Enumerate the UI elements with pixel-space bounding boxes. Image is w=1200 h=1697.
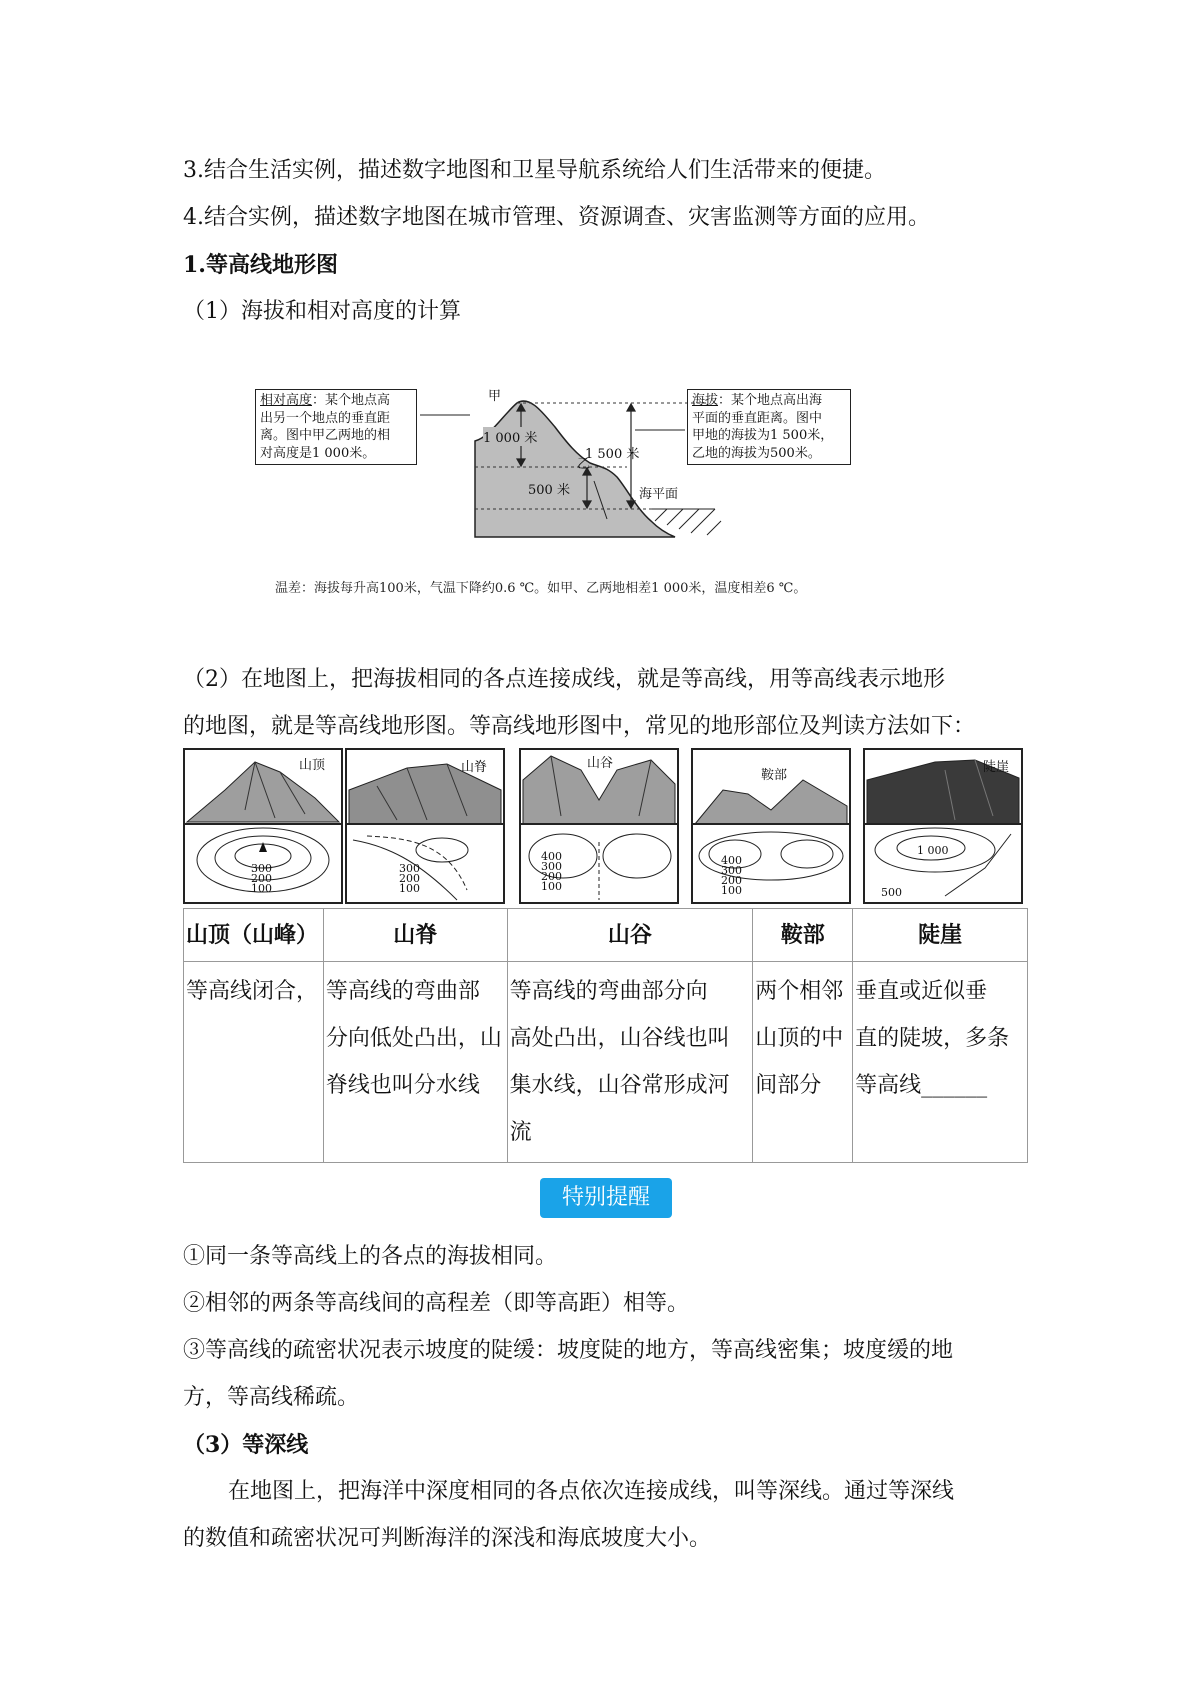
terrain-picture-ridge	[345, 748, 505, 904]
valley-contour-values: 400 300 200 100	[541, 850, 562, 893]
peak-contour-values: 300 200 100	[251, 862, 272, 895]
peak-label-jia: 甲	[488, 389, 502, 404]
header-peak: 山顶（山峰）	[184, 909, 324, 962]
altitude-text: 平面的垂直距离。图中	[692, 410, 823, 426]
relative-height-text: 出另一个地点的垂直距	[260, 410, 391, 426]
mountain-profile	[475, 401, 675, 537]
subheading-isobath: （3）等深线	[183, 1432, 309, 1458]
altitude-text: 甲地的海拔为1 500米，	[692, 428, 834, 443]
contour-definition-line-2: 的地图，就是等高线地形图。等高线地形图中，常见的地形部位及判读方法如下：	[183, 714, 976, 739]
terrain-label-peak: 山顶	[299, 758, 326, 773]
cell-saddle: 两个相邻 山顶的中 间部分	[753, 962, 853, 1163]
cliff-contour-500: 500	[881, 886, 902, 899]
relative-height-title: 相对高度	[260, 393, 313, 408]
reminder-item: 方，等高线稀疏。	[183, 1385, 360, 1410]
subheading-altitude-calc: （1）海拔和相对高度的计算	[183, 299, 461, 324]
altitude-text: ：某个地点高出海	[718, 393, 823, 408]
table-header-row	[184, 909, 1028, 962]
point-label-yi: 乙	[577, 457, 591, 472]
header-saddle: 鞍部	[753, 909, 853, 962]
terrain-picture-peak	[183, 748, 343, 904]
terrain-label-valley: 山谷	[587, 756, 614, 771]
saddle-contour-values: 400 300 200 100	[721, 854, 742, 897]
terrain-label-saddle: 鞍部	[761, 768, 788, 783]
cliff-contour-1000: 1 000	[917, 844, 949, 857]
cell-valley: 等高线的弯曲部分向 高处凸出，山谷线也叫 集水线，山谷常形成河 流	[507, 962, 753, 1163]
table-row	[184, 962, 1028, 1163]
reminder-item: ③等高线的疏密状况表示坡度的陡缓：坡度陡的地方，等高线密集；坡度缓的地	[183, 1338, 954, 1363]
cell-cliff: 垂直或近似垂 直的陡坡，多条 等高线______	[853, 962, 1028, 1163]
special-reminder-badge: 特别提醒	[540, 1178, 672, 1218]
cell-peak: 等高线闭合，	[184, 962, 324, 1163]
terrain-label-cliff: 陡崖	[983, 760, 1010, 775]
section-heading-contour-map: 1.等高线地形图	[183, 252, 338, 278]
objective-4: 4.结合实例，描述数字地图在城市管理、资源调查、灾害监测等方面的应用。	[183, 205, 930, 230]
header-cliff: 陡崖	[853, 909, 1028, 962]
dim-label-500: 500 米	[528, 479, 570, 498]
relative-height-text: ：某个地点高	[312, 393, 391, 408]
terrain-label-ridge: 山脊	[461, 760, 488, 775]
reminder-item: ②相邻的两条等高线间的高程差（即等高距）相等。	[183, 1291, 690, 1316]
relative-height-text: 离。图中甲乙两地的相	[260, 428, 391, 443]
header-valley: 山谷	[507, 909, 753, 962]
objective-3: 3.结合生活实例，描述数字地图和卫星导航系统给人们生活带来的便捷。	[183, 158, 886, 183]
altitude-text: 乙地的海拔为500米。	[692, 445, 821, 461]
contour-definition-line-1: （2）在地图上，把海拔相同的各点连接成线，就是等高线，用等高线表示地形	[183, 667, 945, 692]
terrain-picture-saddle	[691, 748, 851, 904]
terrain-reading-table	[183, 908, 1028, 1163]
isobath-text-line-1: 在地图上，把海洋中深度相同的各点依次连接成线，叫等深线。通过等深线	[228, 1479, 955, 1504]
altitude-box	[687, 389, 851, 465]
isobath-text-line-2: 的数值和疏密状况可判断海洋的深浅和海底坡度大小。	[183, 1526, 712, 1551]
reminder-item: ①同一条等高线上的各点的海拔相同。	[183, 1244, 558, 1269]
temperature-caption: 温差：海拔每升高100米，气温下降约0.6 ℃。如甲、乙两地相差1 000米，温度相差6 ℃。	[275, 581, 807, 596]
cell-ridge: 等高线的弯曲部 分向低处凸出，山 脊线也叫分水线	[323, 962, 507, 1163]
ridge-contour-values: 300 200 100	[399, 862, 420, 895]
relative-height-box	[255, 389, 417, 465]
terrain-picture-valley	[519, 748, 679, 904]
header-ridge: 山脊	[323, 909, 507, 962]
dim-label-1000: 1 000 米	[483, 427, 537, 446]
sea-level-label: 海平面	[639, 487, 679, 502]
terrain-picture-cliff	[863, 748, 1023, 904]
altitude-title: 海拔	[692, 393, 719, 408]
dim-label-1500: 1 500 米	[585, 447, 640, 462]
relative-height-text: 对高度是1 000米。	[260, 445, 376, 461]
